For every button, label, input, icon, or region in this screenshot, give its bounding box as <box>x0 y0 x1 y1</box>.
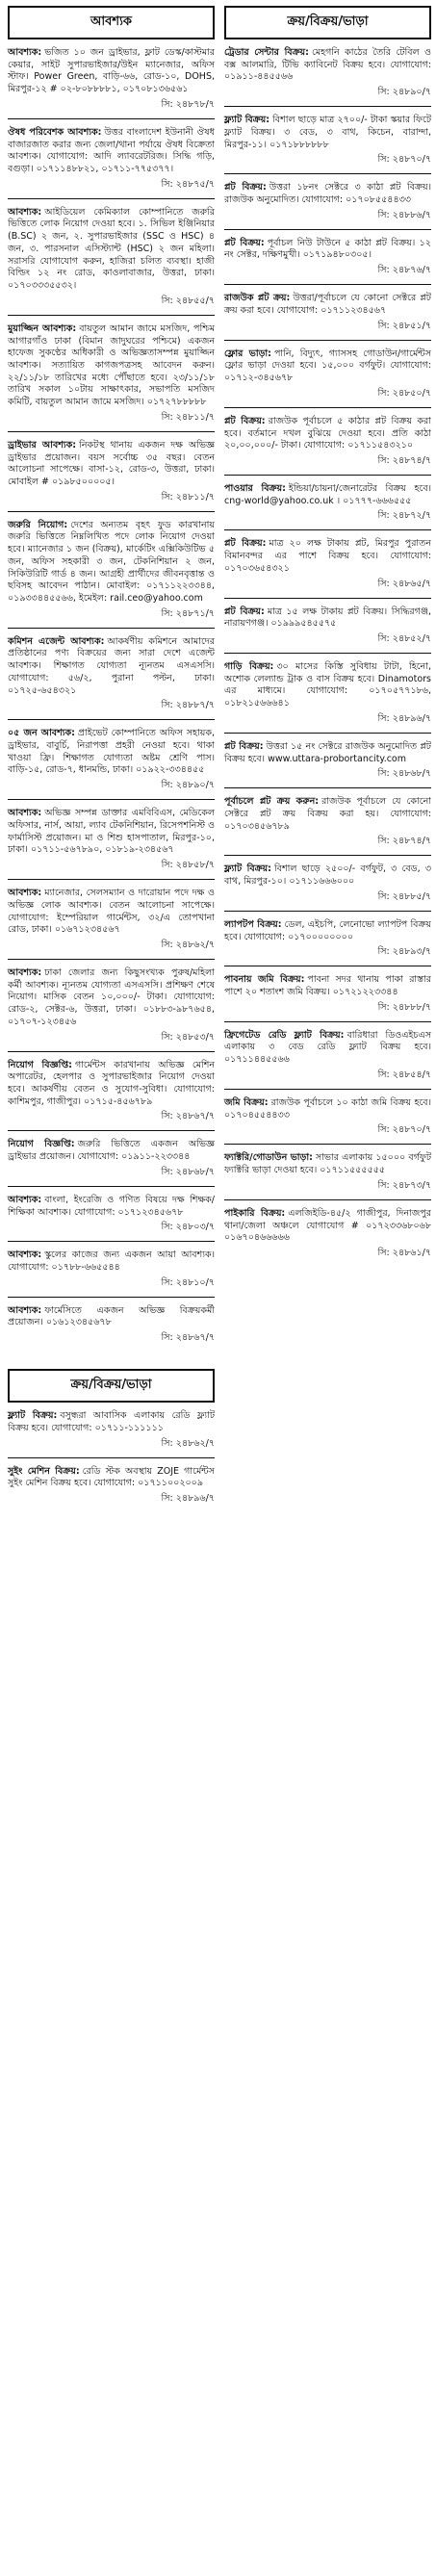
classified-ad <box>8 1305 215 1346</box>
divider <box>8 511 215 512</box>
divider <box>224 284 431 285</box>
divider <box>224 1199 431 1200</box>
classified-ad <box>8 1060 215 1125</box>
ad-code: সি: ২৪৮৯০/৭ <box>161 780 215 791</box>
divider <box>224 529 431 530</box>
classified-ad <box>224 796 431 849</box>
classified-ad <box>224 1152 431 1193</box>
ad-body: আইডিয়েল কেমিক্যাল কোম্পানিতে জরুরি ভিত্তিতে লোক নিয়োগ দেওয়া হবে। ১. সিভিল ইঞ্জিনিয়ার (B.SC) ২ জন, ২. সুপারভাইজার (SSC ও HSC) ৪ জন, ৩. পারসনাল এসিস্ট্যান্ট (HSC) ২ জন মহিলা। সরাসরি যোগাযোগ করুন, হাজিরা চলিত ব্যবস্থা। হাজী বিল্ডিং ১২ নং রোড, কাওলাবাজার, উত্তরা, ঢাকা। ০১৭০৩৩৩৫৫৩২। <box>8 206 215 292</box>
divider <box>8 198 215 199</box>
ad-code: সি: ২৪৮৭৩/৭ <box>377 1179 431 1191</box>
ad-text <box>224 348 431 385</box>
divider <box>224 598 431 599</box>
classified-ad <box>8 323 215 425</box>
ad-body: গার্মেন্টস কারখানায় অভিজ্ঞ মেশিন অপারেটর, হেলপার ও সুপারভাইজার নিয়োগ দেওয়া হবে। আকর্ষণীয় বেতন ও সুযোগ-সুবিধা। যোগাযোগ: কাশিমপুর, গাজীপুর। ০১৭১৫-৪৫৬৭৮৯ <box>8 1059 216 1107</box>
ad-body: সাভার এলাকায় ১৫০০০ বর্গফুট ফ্যাক্টরি ভাড়া দেওয়া হবে। ০১৭১১৫৫৫৫৫৫ <box>224 1152 431 1176</box>
classified-ad <box>224 661 431 727</box>
ad-list <box>8 47 215 1346</box>
right-column <box>224 0 431 2576</box>
classified-ad <box>224 863 431 904</box>
ad-body: অভিজ্ঞ সম্পন্ন ডাক্তার এমবিবিএস, মেডিকেল অফিসার, নার্স, আয়া, ল্যাব টেকনিশিয়ান, রিসেপশনিস্ট ও ফার্মাসিস্ট প্রয়োজন। মা ও শিশু হাসপাতাল, মিরপুর-১০, ঢাকা। ০১৭১১-৫৬৭৮৯০, ০১৮১৯-২৩৪৫৬৭ <box>8 808 215 856</box>
ad-body: ৩০ মাসের কিস্তি সুবিধায় টাটা, হিনো, অশোক লেল্যান্ড ট্রাক ও বাস বিক্রয় হবে। Dinamotors এর মাধ্যমে। যোগাযোগ: ০১৭০৫৭৭১৮৬, ০১৮২১৫৬৬৬৪১ <box>224 660 431 709</box>
ad-code: সি: ২৪৮৬২/৭ <box>161 1437 215 1449</box>
ad-body: ম্যানেজার, সেলসম্যান ও দারোয়ান পদে দক্ষ ও অভিজ্ঞ লোক আবশ্যক। বেতন আলোচনা সাপেক্ষে। যোগাযোগ: ইম্পেরিয়াল গার্মেন্টস, ৩২/এ তোপখানা রোড, ঢাকা। ০১৬৭১২৩৪৫৬৭ <box>8 888 215 936</box>
ad-title: কমিশন এজেন্ট আবশ্যক: <box>8 635 105 647</box>
divider <box>8 1241 215 1242</box>
ad-code: সি: ২৪৮৭৮/৭ <box>161 98 215 110</box>
classified-ad <box>224 1208 431 1261</box>
ad-body: দেশের অন্যতম বৃহৎ ফুড কারখানায় জরুরি ভিত্তিতে নিম্নলিখিত পদে লোক নিয়োগ দেওয়া হবে। ম্যানেজার ১ জন (বিক্রয়), মার্কেটিং এক্সিকিউটিভ ৫ জন, অফিস সহকারী ৩ জন, টেকনিশিয়ান ২ জন, সিকিউরিটি গার্ড ৪ জন। আগ্রহী প্রার্থীদের জীবনবৃত্তান্ত ও ছবিসহ আবেদন পাঠান। মোবাইল: ০১৭১১২২৩৩৪৪, ০১৯৩৩৪৪৫৫৬৬, ইমেইল: rail.ceo@yahoo.com <box>8 519 216 604</box>
classified-ad <box>224 293 431 333</box>
classified-ad <box>224 1030 431 1083</box>
classified-ad <box>8 1195 215 1235</box>
ad-text <box>224 115 431 151</box>
ad-body: বিশাল ছাড়ে মাত্র ২৭০০/- টাকা স্কয়ার ফিটে ফ্ল্যাট বিক্রয়। ৩ বেড, ৩ বাথ, কিচেন, বারান্দা, মিরপুর-১১। ০১৭১৮৮৮৮৮৮ <box>224 115 431 150</box>
ad-code: সি: ২৪৮৬৭/৭ <box>161 1111 215 1122</box>
ad-title: ফ্যাক্টরি/গোডাউন ভাড়া: <box>224 1152 313 1164</box>
ad-body: রেডি স্টক অবস্থায় ZOJE গার্মেন্টস সুইং মেশিন বিক্রয় হবে। যোগাযোগ: ০১৭১১০০২০০৯ <box>8 1465 216 1489</box>
ad-code: সি: ২৪৮৯৩/৭ <box>377 946 431 958</box>
ad-title: ল্যাপটপ বিক্রয়: <box>224 918 282 930</box>
left-column <box>8 0 215 2576</box>
ad-code: সি: ২৪৮৭০/৭ <box>377 1124 431 1136</box>
ad-text <box>8 636 215 698</box>
divider <box>224 855 431 856</box>
classified-ad <box>8 207 215 309</box>
classified-ad <box>224 47 431 100</box>
ad-title: ফ্রিগেটেড রেডি ফ্ল্যাট বিক্রয়: <box>224 1029 345 1041</box>
classified-ad <box>224 538 431 591</box>
ad-code: সি: ২৪৮৭৫/৭ <box>161 178 215 190</box>
ad-title: নিয়োগ বিজ্ঞপ্তি: <box>8 1059 72 1070</box>
divider <box>8 1130 215 1131</box>
divider <box>224 1089 431 1090</box>
divider <box>8 628 215 629</box>
ad-body: পাবনা সদর থানায় পাকা রাস্তার পাশে ২০ শতাংশ জমি বিক্রয়। ০১৭২১২২৩৩৪৪ <box>224 974 431 998</box>
ad-title: ফ্ল্যাট বিক্রয়: <box>224 863 271 875</box>
ad-body: বায়তুল আমান জামে মসজিদ, পশ্চিম আগারগাঁও ঢাকা (বিমান জাদুঘরের পশ্চিমে) একজন হাফেজ সুকণ্ঠের অধিকারী ও অভিজ্ঞতাসম্পন্ন মুয়াজ্জিন আবশ্যক। সত্যায়িত কাগজপত্রসহ আবেদন করুন। ২২/১১/১৮ তারিখের মধ্যে পৌঁছাতে হবে। ২৩/১১/১৮ তারিখ সকাল ১০টায় সাক্ষাৎকার, সভাপতি মসজিদ কমিটি, বায়তুল আমান জামে মসজিদ। ০১৭২৭৮৮৮৮৮ <box>8 322 216 408</box>
ad-body: ঢাকা জেলার জন্য কিছুসংখ্যক পুরুষ/মহিলা কর্মী আবশ্যক। ন্যূনতম যোগ্যতা এসএসসি। প্রশিক্ষণ শেষে নিয়োগ। মাসিক বেতন ১০,০০০/- টাকা। যোগাযোগ: রোড-২, সেক্টর-৬, উত্তরা, ঢাকা। ০১৮৮৩-৯৮৭৬৫৪, ০১৭০৭-১২৩৪৫৬ <box>8 966 215 1027</box>
divider <box>224 475 431 476</box>
classified-ad <box>224 182 431 222</box>
ad-title: আবশ্যক: <box>8 47 42 58</box>
classified-ad <box>8 520 215 622</box>
ad-title: প্লট বিক্রয়: <box>224 237 265 248</box>
ad-text <box>224 182 431 206</box>
ad-title: পাবনায় জমি বিক্রয়: <box>224 974 305 986</box>
ad-text <box>224 538 431 575</box>
ad-title: গাড়ি বিক্রয়: <box>224 660 274 672</box>
ad-code: সি: ২৪৮৫১/৭ <box>377 320 431 331</box>
ad-text <box>8 47 215 96</box>
classified-ad <box>224 606 431 647</box>
classified-ad <box>8 1410 215 1451</box>
ad-text <box>224 238 431 262</box>
ad-text <box>8 440 215 489</box>
divider <box>8 1457 215 1458</box>
ad-code: সি: ২৪৮১১/৭ <box>161 411 215 423</box>
ad-code: সি: ২৪৮৮৬/৭ <box>377 209 431 220</box>
ad-code: সি: ২৪৮৮৭/৭ <box>161 700 215 711</box>
ad-code: সি: ২৪৮৯৬/৭ <box>161 1493 215 1505</box>
divider <box>8 879 215 880</box>
ad-text <box>224 1152 431 1176</box>
divider <box>224 1144 431 1145</box>
ad-body: পানি, বিদ্যুৎ, গ্যাসসহ গোডাউন/গার্মেন্টস ফ্লোর ভাড়া দেওয়া হবে। ১৫,০০০ বর্গফুট। যোগাযোগ: ০১৭১২-৩৪৫৬৭৮ <box>224 348 431 384</box>
ad-title: জমি বিক্রয়: <box>224 1096 269 1108</box>
ad-code: সি: ২৪৮১১/৭ <box>161 491 215 502</box>
section-header-jobs: আবশ্যক <box>8 6 215 39</box>
classified-ad <box>8 888 215 953</box>
ad-code: সি: ২৪৮৭৬/৭ <box>377 265 431 276</box>
section-header-buy-sell-rent: ক্রয়/বিক্রয়/ভাড়া <box>224 6 431 39</box>
classified-ad <box>224 483 431 524</box>
ad-body: জরুরি ভিত্তিতে একজন অভিজ্ঞ ড্রাইভার প্রয়োজন। যোগাযোগ: ০১৯১১-২২৩৩৪৪ <box>8 1139 215 1163</box>
ad-text <box>224 741 431 765</box>
divider <box>8 315 215 316</box>
classified-ad <box>224 919 431 960</box>
ad-body: বাংলা, ইংরেজি ও গণিত বিষয়ে দক্ষ শিক্ষক/শিক্ষিকা আবশ্যক। যোগাযোগ: ০১৭১২৩৪৫৬৭৮ <box>8 1194 215 1218</box>
ad-code: সি: ২৪৮৬৮/৭ <box>377 768 431 780</box>
ad-body: রাজউক পূর্বাচলে যে কোনো সেক্টরে প্লট ক্রয় বিক্রয় করা হয়। যোগাযোগ: ০১৭০৩৪৫৬৭৮৯ <box>224 796 431 832</box>
divider <box>8 431 215 432</box>
ad-body: প্রাইভেট কোম্পানিতে অফিস সহায়ক, ড্রাইভার, বাবুর্চি, নিরাপত্তা প্রহরী নেওয়া হবে। থাকা খাওয়া ফ্রি। শিক্ষাগত যোগ্যতা অষ্টম শ্রেণি পাস। বাড়ি-১৫, রোড-৭, ধানমন্ডি, ঢাকা। ০১৯২২-৩৩৪৪৫৫ <box>8 728 215 776</box>
ad-title: মুয়াজ্জিন আবশ্যক: <box>8 322 77 334</box>
classified-ad <box>8 1249 215 1290</box>
ad-text <box>8 1139 215 1163</box>
ad-code: সি: ২৪৮০৩/৭ <box>161 1222 215 1233</box>
spacer <box>8 1346 215 1363</box>
ad-code: সি: ২৪৮৫৪/৭ <box>377 1069 431 1080</box>
ad-code: সি: ২৪৮৬৮/৭ <box>161 1166 215 1177</box>
ad-code: সি: ২৪৮৫৮/৭ <box>161 860 215 871</box>
ad-text <box>8 728 215 777</box>
ad-title: প্লট বিক্রয়: <box>224 740 264 752</box>
ad-code: সি: ২৪৮৬১/৭ <box>377 1247 431 1258</box>
ad-code: সি: ২৪৮৭০/৭ <box>377 154 431 166</box>
classified-ad <box>224 416 431 469</box>
classified-ad <box>224 348 431 401</box>
ad-text <box>8 888 215 937</box>
classified-ad <box>224 974 431 1015</box>
ad-title: আবশ্যক: <box>8 1194 42 1205</box>
ad-title: ফ্ল্যাট বিক্রয়: <box>224 115 270 126</box>
ad-body: ভজিত ১০ জন ড্রাইভার, ফ্লাট ডেস্ক/কাস্টমার কেয়ার, সাইট সুপারভাইজার/উইন ম্যানেজার, অফিস স্টাফ। Power Green, বাড়ি-৬৬, রোড-১০, DOHS, মিরপুর-১২ # ০২-৮০৮৮৮৮১, ০১৭০৮১৩৬৫৬১ <box>8 47 215 95</box>
ad-title: আবশ্যক: <box>8 1304 42 1316</box>
divider <box>224 733 431 734</box>
ad-code: সি: ২৪৮৯০/৭ <box>377 87 431 98</box>
ad-title: ০৫ জন আবশ্যক: <box>8 728 75 739</box>
ad-body: ফার্মেসিতে একজন অভিজ্ঞ বিক্রয়কর্মী প্রয়োজন। ০১৬১২৩৪৫৬৭৮ <box>8 1304 215 1328</box>
ad-body: উত্তর বাংলাদেশ ইউনানী ঔষধ বাজারজাত করার জন্য জেলা/থানা পর্যায়ে ঔষধ বিক্রেতা আবশ্যক। যোগাযোগ: আদি ল্যাবরেটরিজ। সিদ্ধি গড়ি, বগুড়া। ০১৭১১৪৮৮২১, ০১৭১১-৭৭৫৩৭৭। <box>8 126 215 175</box>
ad-body: বিশাল ছাড়ে ২৫০০/- বর্গফুট, ৩ বেড, ৩ বাথ, মিরপুর-১০। ০১৭১১৬৬৬০০০ <box>224 863 431 888</box>
ad-text <box>8 1195 215 1219</box>
ad-body: পূর্বাচল নিউ টাউনে ৫ কাঠা প্লট বিক্রয়। ১২ নং সেক্টর, দক্ষিণমুখী। ০১৭১৯৪৮০৩০৫। <box>224 237 431 261</box>
ad-code: সি: ২৪৮৬৭/৭ <box>161 1332 215 1344</box>
ad-body: স্কুলের কাজের জন্য একজন আয়া আবশ্যক। যোগাযোগ: ০১৭৮৮-৬৬৫৫৪৪ <box>8 1249 215 1273</box>
classified-ad <box>8 1466 215 1507</box>
ad-body: বারিধারা ডিওএইচএস এলাকায় ৩ বেড রেডি ফ্ল্যাট বিক্রয় হবে। ০১৭১১৪৪৫৫৬৬ <box>224 1029 431 1066</box>
divider <box>8 719 215 720</box>
ad-title: জরুরি নিয়োগ: <box>8 519 68 530</box>
ad-title: ড্রাইভার আবশ্যক: <box>8 439 77 451</box>
classified-ad <box>8 440 215 505</box>
divider <box>8 1297 215 1298</box>
ad-code: সি: ২৪৮৫৫/৭ <box>161 295 215 306</box>
ad-body: মেহগনি কাঠের তৈরি টেবিল ও বক্স আলমারি, টিভি ক্যাবিনেট বিক্রয় হবে। যোগাযোগ: ০১৯১১-৪৪৫৫৬৬ <box>224 47 432 83</box>
ad-title: ফ্লোর ভাড়া: <box>224 348 271 359</box>
ad-text <box>8 520 215 605</box>
ad-body: উত্তরা/পূর্বাচলে যে কোনো সেক্টরে প্লট ক্রয় করা হবে। যোগাযোগ: ০১৭১১২৩৪৫৬৭ <box>224 293 431 316</box>
ad-text <box>8 1305 215 1329</box>
ad-body: মাত্র ১৫ লক্ষ টাকায় প্লট বিক্রয়। সিদ্ধিরগঞ্জ, নারায়ণগঞ্জ। ০১৯৯৯৫৪৫৫৭৫ <box>224 605 431 630</box>
divider <box>8 1186 215 1187</box>
classified-ad <box>224 1097 431 1138</box>
ad-title: পূর্বাচলে প্লট ক্রয় করুন: <box>224 796 320 808</box>
ad-list <box>224 47 431 1261</box>
ad-text <box>224 293 431 317</box>
ad-text <box>224 483 431 507</box>
ad-code: সি: ২৪৮৫২/৭ <box>377 632 431 644</box>
ad-text <box>8 207 215 293</box>
ad-title: আবশ্যক: <box>8 1249 42 1261</box>
ad-code: সি: ২৪৮৮৮/৭ <box>377 1001 431 1013</box>
ad-code: সি: ২৪৮৬৫/৭ <box>377 578 431 589</box>
divider <box>224 106 431 107</box>
ad-text <box>224 1208 431 1245</box>
ad-text <box>8 127 215 176</box>
ad-text <box>224 47 431 84</box>
ad-code: সি: ২৪৮৭২/৭ <box>377 510 431 522</box>
ad-code: সি: ২৪৮৬২/৭ <box>161 939 215 950</box>
ad-body: রাজউক পূর্বাচলে ৫ কাঠার প্লট বিক্রয় করা হবে। বর্তমানে দখল বুঝিয়ে দেওয়া হবে। প্রতি কাঠা ২০,০০,০০০/- টাকা। যোগাযোগ: ০১৭১১৫৪৩২১০ <box>224 415 431 451</box>
ad-text <box>8 323 215 409</box>
classified-ad <box>8 967 215 1045</box>
ad-title: আবশ্যক: <box>8 808 42 819</box>
ad-body: বসুন্ধরা আবাসিক এলাকায় রেডি ফ্ল্যাট বিক্রয় হবে। যোগাযোগ: ০১৭১১-১১১১১১ <box>8 1410 215 1433</box>
ad-code: সি: ২৪৮৯৬/৭ <box>377 712 431 724</box>
ad-text <box>224 796 431 833</box>
ad-title: আবশ্যক: <box>8 206 42 218</box>
classified-ad <box>224 115 431 167</box>
ad-text <box>8 1466 215 1490</box>
ad-body: আকর্ষণীয় কমিশনে আমাদের প্রতিষ্ঠানের পণ্য বিক্রয়ের জন্য সারা দেশে এজেন্ট আবশ্যক। শিক্ষাগত যোগ্যতা ন্যূনতম এসএসসি। যোগাযোগ: ৫৬/২, পুরানা পল্টন, ঢাকা। ০১৭২৫-৬৫৪৩২১ <box>8 635 215 696</box>
divider <box>224 1021 431 1022</box>
ad-code: সি: ২৪৮১০/৭ <box>161 1276 215 1288</box>
ad-list-buy-sell <box>8 1410 215 1507</box>
ad-title: ঔষধ পরিবেশক আবশ্যক: <box>8 126 102 138</box>
classified-ad <box>8 808 215 873</box>
divider <box>8 959 215 960</box>
ad-title: প্লট বিক্রয়: <box>224 605 265 617</box>
classified-ad <box>224 741 431 782</box>
section-header-buy-sell-rent: ক্রয়/বিক্রয়/ভাড়া <box>8 1369 215 1403</box>
ad-title: প্লট বিক্রয়: <box>224 415 266 426</box>
ad-text <box>8 1410 215 1434</box>
ad-title: ফ্ল্যাট বিক্রয়: <box>8 1410 58 1422</box>
divider <box>224 173 431 174</box>
ad-body: রাজউক পূর্বাচলে ১০ কাঠা জমি বিক্রয় হবে। ০১৭০৪৫৫৪৪৩৩ <box>224 1096 431 1121</box>
divider <box>8 1051 215 1052</box>
ad-title: আবশ্যক: <box>8 888 42 899</box>
ad-body: ডেল, এইচপি, লেনোভো ল্যাপটপ বিক্রয় হবে। যোগাযোগ: ০১৭০০০০০০০০ <box>224 918 431 942</box>
ad-text <box>224 1030 431 1067</box>
divider <box>8 118 215 119</box>
divider <box>224 653 431 654</box>
divider <box>224 911 431 912</box>
classified-ad <box>224 238 431 278</box>
ad-text <box>224 919 431 943</box>
divider <box>224 407 431 408</box>
ad-title: রাজউক প্লট ক্রয়: <box>224 293 291 304</box>
ad-code: সি: ২৪৮৫০/৭ <box>377 387 431 399</box>
ad-text <box>224 863 431 888</box>
classified-ad <box>8 728 215 793</box>
ad-code: সি: ২৪৮৭৪/৭ <box>377 836 431 847</box>
classified-ad <box>8 636 215 714</box>
ad-code: সি: ২৪৮৭১/৭ <box>161 607 215 619</box>
ad-text <box>224 1097 431 1121</box>
ad-text <box>224 416 431 452</box>
ad-text <box>224 606 431 631</box>
ad-body: উত্তরা ১৫ নং সেক্টরে রাজউক অনুমোদিত প্লট বিক্রয় হবে। www.uttara-probortancity.com <box>224 740 431 764</box>
ad-title: আবশ্যক: <box>8 966 42 978</box>
ad-body: ইন্ডিয়া/চায়না/জেনারেটর বিক্রয় হবে। cng-world@yahoo.co.uk । ০১৭৭৭-৬৬৬৫৫৫ <box>224 482 431 506</box>
ad-title: নিয়োগ বিজ্ঞপ্তি: <box>8 1139 75 1150</box>
divider <box>224 340 431 341</box>
divider <box>224 229 431 230</box>
ad-title: প্লট বিক্রয়: <box>224 538 267 550</box>
ad-title: পাওয়ার বিক্রয়: <box>224 482 286 494</box>
ad-code: সি: ২৪৮৮৫/৭ <box>377 890 431 902</box>
divider <box>224 787 431 788</box>
ad-text <box>8 1249 215 1274</box>
classified-ad <box>8 47 215 113</box>
ad-text <box>224 974 431 998</box>
classified-ad <box>8 1139 215 1179</box>
ad-code: সি: ২৪৮৭৪/৭ <box>377 454 431 466</box>
classified-ad <box>8 127 215 193</box>
ad-body: মাত্র ২০ লক্ষ টাকায় প্লট, মিরপুর পুরাতন বিমানবন্দর এর পাশে বিক্রয় হবে। যোগাযোগ: ০১৭০৩৬৫৪৩২১ <box>224 538 431 574</box>
ad-body: উত্তরা ১৮নং সেক্টরে ৩ কাঠা প্লট বিক্রয়। রাজউক অনুমোদিত। যোগাযোগ: ০১৭০৮৫৫৪৪৩৩ <box>224 182 431 206</box>
ad-body: নিকটস্থ থানায় একজন দক্ষ অভিজ্ঞ ড্রাইভার প্রয়োজন। বয়স সর্বোচ্চ ৩৫ বছর। বেতন আলোচনা সাপেক্ষে। বাসা-১২, রোড-৩, উত্তরা, ঢাকা। মোবাইল # ০১৯৮৫০০০০৫। <box>8 439 215 487</box>
ad-code: সি: ২৪৮৫৩/৭ <box>161 1031 215 1043</box>
ad-title: পাইকারি বিক্রয়: <box>224 1207 286 1219</box>
ad-title: সুইং মেশিন বিক্রয়: <box>8 1465 80 1477</box>
ad-text <box>224 661 431 710</box>
ad-text <box>8 808 215 857</box>
ad-title: প্লট বিক্রয়: <box>224 182 267 193</box>
ad-text <box>8 967 215 1029</box>
divider <box>8 799 215 800</box>
ad-title: ট্রেডার সেন্টার বিক্রয়: <box>224 47 309 58</box>
ad-text <box>8 1060 215 1109</box>
ad-body: এলজিইডি-৪৫/২ গাজীপুর, দিনাজপুর থানা/জেলা অঞ্চলে যোগাযোগ # ০১৭২৩৩৬৮০৬৮ ০১৬৭০৪৬৬৬৬৬ <box>224 1207 431 1244</box>
